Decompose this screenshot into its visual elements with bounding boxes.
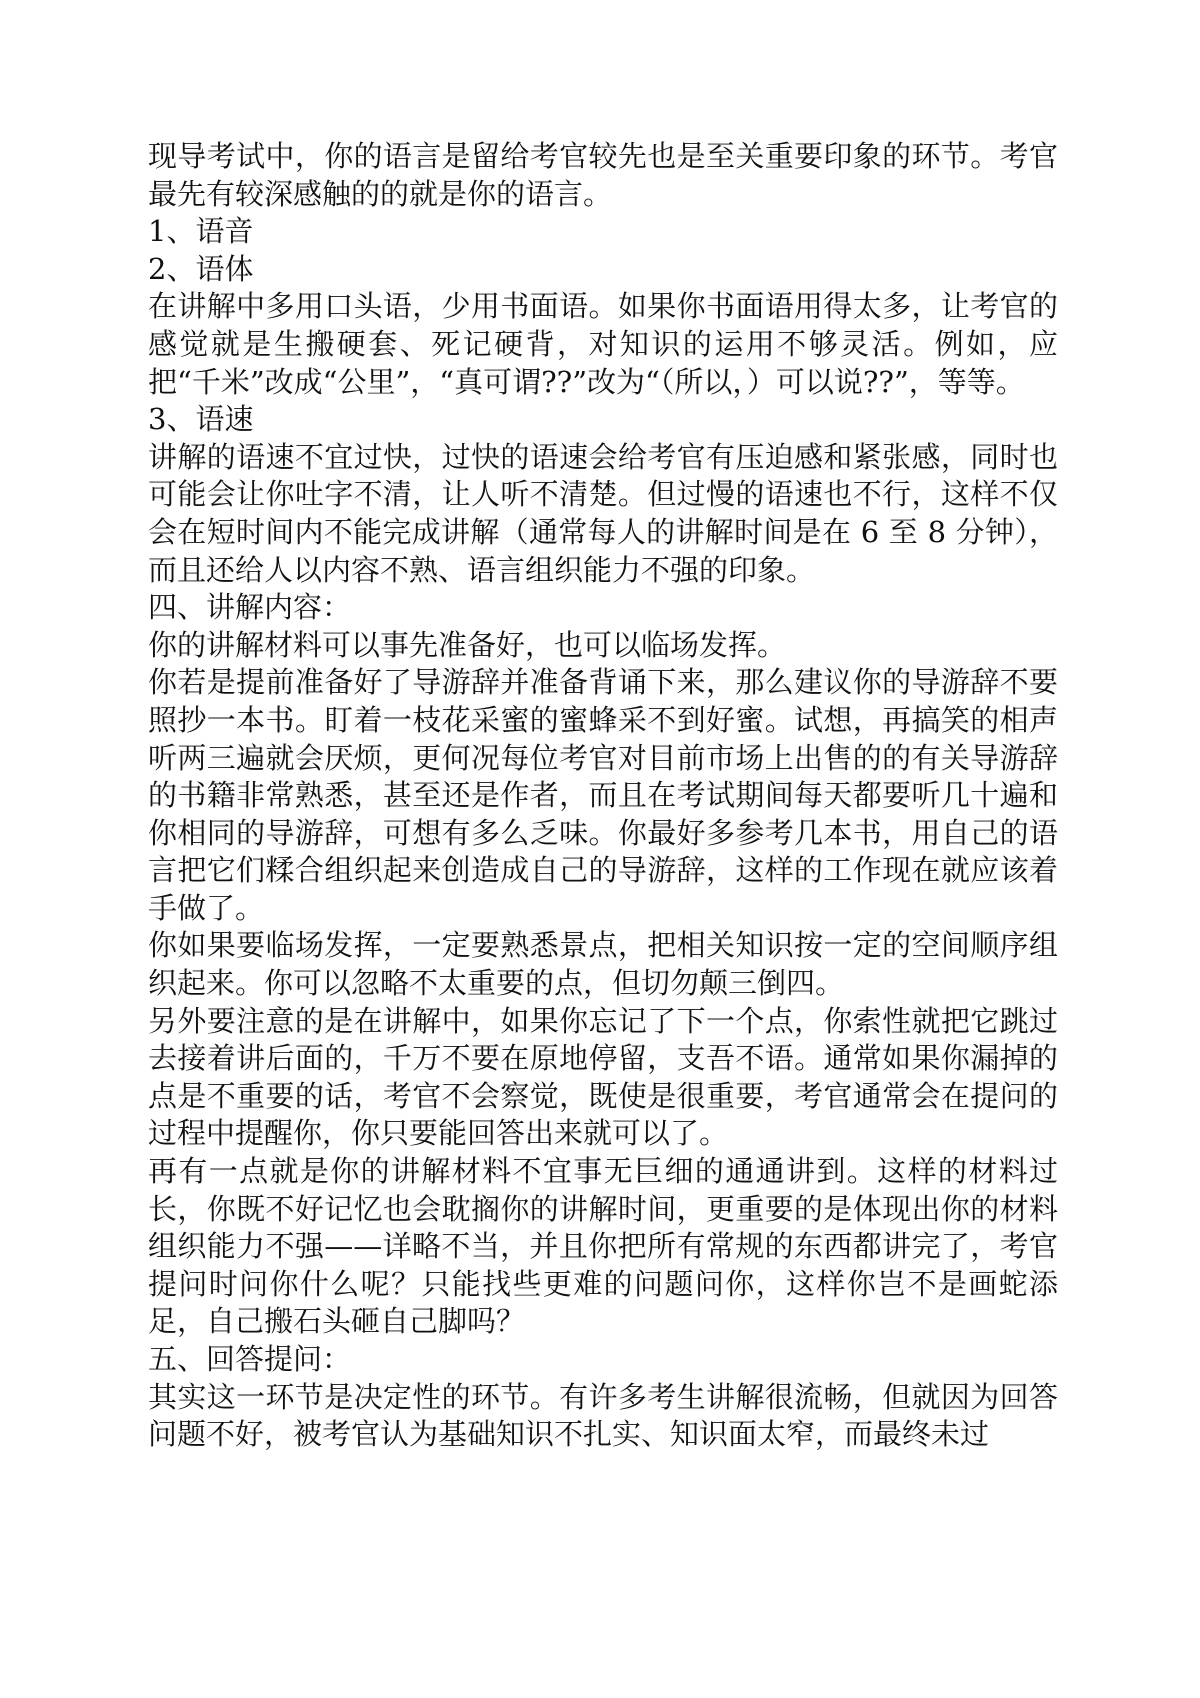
paragraph-register: 在讲解中多用口头语，少用书面语。如果你书面语用得太多，让考官的感觉就是生搬硬套、死记硬背，对知识的运用不够灵活。例如，应把“千米”改成“公里”，“真可谓??”改为“（所以，）可以说??”，等等。 [148,289,1058,399]
paragraph-content-prep: 你的讲解材料可以事先准备好，也可以临场发挥。 [148,627,787,662]
paragraph-intro: 现导考试中，你的语言是留给考官较先也是至关重要印象的环节。考官最先有较深感触的的就是你的语言。 [148,139,1058,211]
paragraph-content-length: 再有一点就是你的讲解材料不宜事无巨细的通通讲到。这样的材料过长，你既不好记忆也会耽搁你的讲解时间，更重要的是体现出你的材料组织能力不强——详略不当，并且你把所有常规的东西都讲完了，考官提问时问你什么呢？只能找些更难的问题问你，这样你岂不是画蛇添足，自己搬石头砸自己脚吗？ [148,1154,1058,1339]
heading-content: 四、讲解内容： [148,590,352,625]
paragraph-questions: 其实这一环节是决定性的环节。有许多考生讲解很流畅，但就因为回答问题不好，被考官认为基础知识不扎实、知识面太窄，而最终未过 [148,1379,1058,1452]
document-body [148,138,1058,1454]
paragraph-content-script: 你若是提前准备好了导游辞并准备背诵下来，那么建议你的导游辞不要照抄一本书。盯着一枝花采蜜的蜜蜂采不到好蜜。试想，再搞笑的相声听两三遍就会厌烦，更何况每位考官对目前市场上出售的的有关导游辞的书籍非常熟悉，甚至还是作者，而且在考试期间每天都要听几十遍和你相同的导游辞，可想有多么乏味。你最好多参考几本书，用自己的语言把它们糅合组织起来创造成自己的导游辞，这样的工作现在就应该着手做了。 [148,665,1058,925]
heading-speech-rate: 3、语速 [148,402,254,437]
paragraph-content-forgot: 另外要注意的是在讲解中，如果你忘记了下一个点，你索性就把它跳过去接着讲后面的，千万不要在原地停留，支吾不语。通常如果你漏掉的点是不重要的话，考官不会察觉，既使是很重要，考官通常会在提问的过程中提醒你，你只要能回答出来就可以了。 [148,1003,1058,1151]
heading-pronunciation: 1、语音 [148,214,254,249]
heading-questions: 五、回答提问： [148,1342,352,1376]
paragraph-speech-rate: 讲解的语速不宜过快，过快的语速会给考官有压迫感和紧张感，同时也可能会让你吐字不清，让人听不清楚。但过慢的语速也不行，这样不仅会在短时间内不能完成讲解（通常每人的讲解时间是在 6 至 8 分钟），而且还给人以内容不熟、语言组织能力不强的印象。 [148,439,1058,587]
heading-register: 2、语体 [148,251,254,286]
paragraph-content-improvise: 你如果要临场发挥，一定要熟悉景点，把相关知识按一定的空间顺序组织起来。你可以忽略不太重要的点，但切勿颠三倒四。 [148,928,1058,1001]
